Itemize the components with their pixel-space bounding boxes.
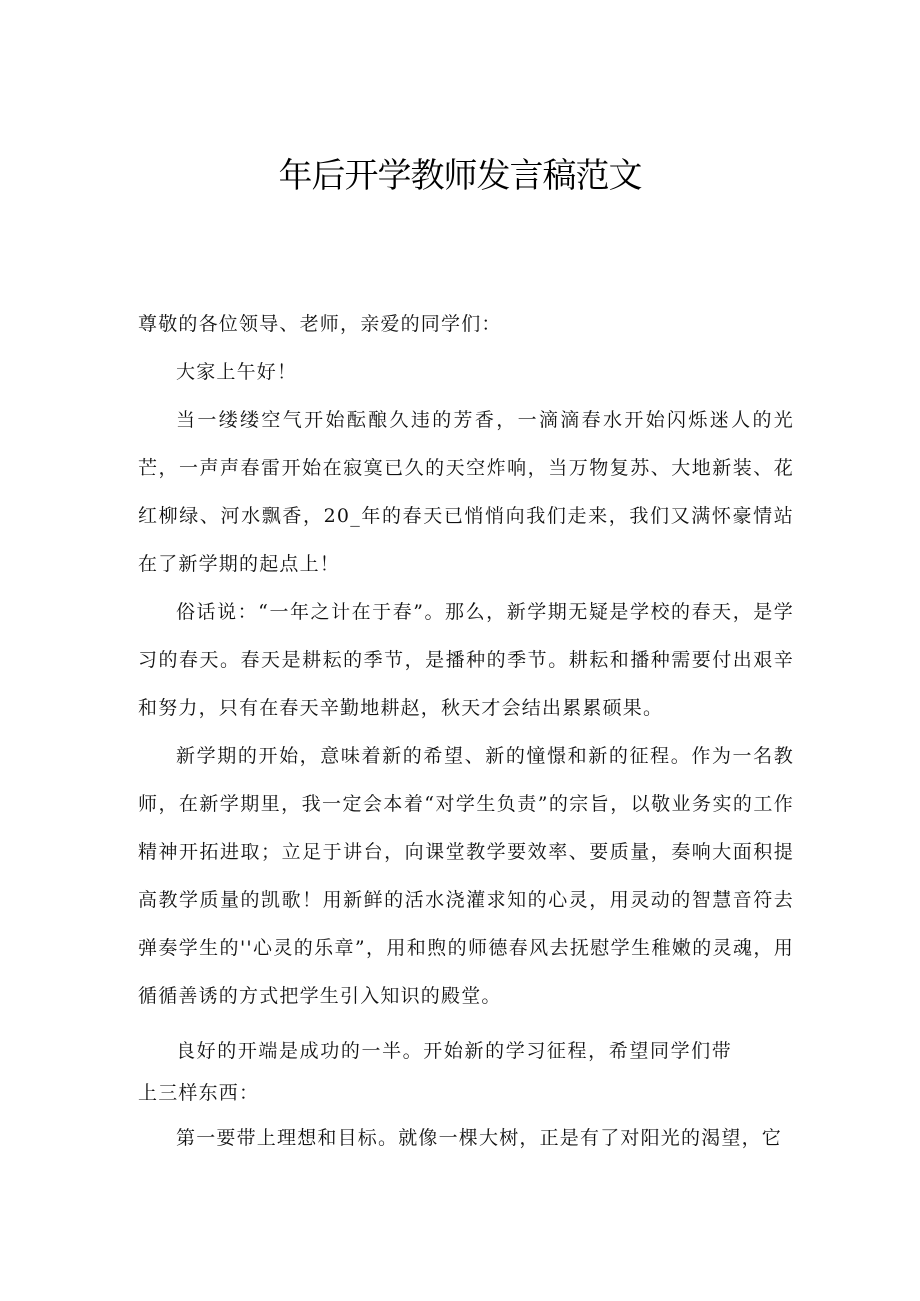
paragraph-proverb: 俗话说：“一年之计在于春”。那么，新学期无疑是学校的春天，是学习的春天。春天是耕耘的季节，是播种的季节。耕耘和播种需要付出艰辛和努力，只有在春天辛勤地耕赵，秋天才会结出累累硕果。 [138,601,794,719]
salutation: 尊敬的各位领导、老师，亲爱的同学们： [138,313,502,335]
paragraph-new-semester: 新学期的开始，意味着新的希望、新的憧憬和新的征程。作为一名教师，在新学期里，我一定会本着“对学生负责”的宗旨，以敬业务实的工作精神开拓进取；立足于讲台，向课堂教学要效率、要质量，奏响大面积提高教学质量的凯歌！用新鲜的活水浇灌求知的心灵，用灵动的智慧音符去弹奏学生的''心灵的乐章”，用和煦的师德春风去抚慰学生稚嫩的灵魂，用循循善诱的方式把学生引入知识的殿堂。 [138,745,794,1007]
document-body [138,300,794,1162]
paragraph-three-things: 良好的开端是成功的一半。开始新的学习征程，希望同学们带上三样东西： [138,1040,732,1104]
paragraph-gap [138,1020,794,1030]
paragraph-spring: 当一缕缕空气开始酝酿久违的芳香，一滴滴春水开始闪烁迷人的光芒，一声声春雷开始在寂寞已久的天空炸响，当万物复苏、大地新装、花红柳绿、河水飘香，20_年的春天已悄悄向我们走来，我们又满怀豪情站在了新学期的起点上！ [138,409,794,575]
greeting: 大家上午好！ [176,361,298,383]
paragraph-first-item: 第一要带上理想和目标。就像一棵大树，正是有了对阳光的渴望，它 [176,1127,783,1149]
document-title: 年后开学教师发言稿范文 [278,156,642,196]
